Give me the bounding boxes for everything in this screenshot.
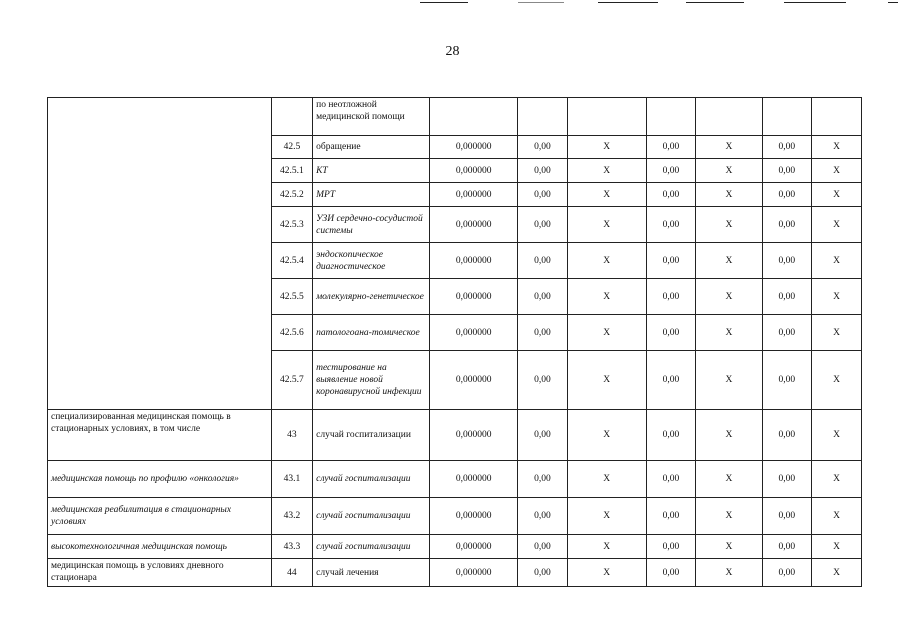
value-cell: 0,00	[762, 498, 812, 535]
value-cell: X	[567, 498, 646, 535]
row-number-cell: 42.5.4	[271, 243, 312, 279]
value-cell: X	[696, 461, 762, 498]
value-cell: X	[567, 279, 646, 315]
row-number-cell: 42.5.5	[271, 279, 312, 315]
row-number-cell: 43	[271, 410, 312, 461]
value-cell: X	[812, 207, 862, 243]
value-cell: 0,000000	[430, 498, 518, 535]
value-cell: 0,000000	[430, 159, 518, 183]
row-unit-cell: патологоана-томическое	[313, 315, 430, 351]
value-cell: 0,00	[518, 410, 568, 461]
value-cell: X	[812, 559, 862, 587]
value-cell: 0,000000	[430, 183, 518, 207]
page-number: 28	[445, 44, 460, 59]
row-number-cell: 42.5.7	[271, 351, 312, 410]
value-cell: 0,00	[646, 559, 696, 587]
value-cell: X	[696, 498, 762, 535]
value-cell	[430, 98, 518, 136]
value-cell: 0,000000	[430, 315, 518, 351]
value-cell: 0,00	[518, 498, 568, 535]
value-cell: 0,00	[518, 136, 568, 159]
row-name-cell: специализированная медицинская помощь в стационарных условиях, в том числе	[48, 410, 272, 461]
value-cell: X	[696, 136, 762, 159]
value-cell: 0,00	[646, 461, 696, 498]
row-number-cell: 42.5.1	[271, 159, 312, 183]
value-cell: 0,00	[518, 183, 568, 207]
value-cell: 0,00	[518, 159, 568, 183]
value-cell: X	[812, 498, 862, 535]
value-cell: 0,00	[518, 207, 568, 243]
value-cell: 0,000000	[430, 351, 518, 410]
value-cell: X	[567, 535, 646, 559]
value-cell: 0,000000	[430, 207, 518, 243]
value-cell: X	[812, 315, 862, 351]
value-cell: X	[567, 351, 646, 410]
value-cell: 0,00	[762, 351, 812, 410]
row-name-cell: медицинская помощь по профилю «онкология»	[48, 461, 272, 498]
value-cell: 0,00	[646, 315, 696, 351]
value-cell: X	[696, 315, 762, 351]
value-cell: 0,00	[646, 207, 696, 243]
table-row	[48, 461, 862, 498]
data-table	[47, 97, 862, 587]
table-row	[48, 535, 862, 559]
row-unit-cell: молекулярно-генетическое	[313, 279, 430, 315]
value-cell: 0,00	[518, 279, 568, 315]
value-cell: 0,00	[762, 461, 812, 498]
row-unit-cell: обращение	[313, 136, 430, 159]
row-number-cell: 42.5.2	[271, 183, 312, 207]
value-cell: 0,00	[518, 461, 568, 498]
value-cell: 0,00	[762, 136, 812, 159]
value-cell: X	[567, 410, 646, 461]
value-cell: 0,00	[646, 535, 696, 559]
value-cell: 0,00	[762, 315, 812, 351]
value-cell: 0,00	[646, 183, 696, 207]
value-cell: 0,000000	[430, 535, 518, 559]
value-cell: 0,00	[762, 559, 812, 587]
value-cell: 0,00	[646, 410, 696, 461]
value-cell: X	[696, 243, 762, 279]
value-cell: 0,00	[518, 243, 568, 279]
row-number-cell: 42.5.6	[271, 315, 312, 351]
value-cell: 0,00	[646, 159, 696, 183]
value-cell: 0,00	[762, 279, 812, 315]
value-cell	[646, 98, 696, 136]
row-name-cell: медицинская помощь в условиях дневного стационара	[48, 559, 272, 587]
value-cell: 0,00	[646, 136, 696, 159]
header-rule	[888, 2, 898, 3]
row-name-cell: медицинская реабилитация в стационарных условиях	[48, 498, 272, 535]
row-number-cell: 43.2	[271, 498, 312, 535]
value-cell: 0,00	[518, 535, 568, 559]
value-cell	[696, 98, 762, 136]
value-cell: 0,000000	[430, 559, 518, 587]
value-cell: X	[696, 351, 762, 410]
value-cell: X	[567, 159, 646, 183]
value-cell: X	[812, 243, 862, 279]
value-cell: 0,000000	[430, 461, 518, 498]
header-rule	[784, 2, 846, 3]
value-cell: X	[696, 410, 762, 461]
value-cell: 0,00	[646, 498, 696, 535]
value-cell: 0,00	[518, 559, 568, 587]
table-row	[48, 98, 862, 136]
unit-cell: по неотложной медицинской помощи	[313, 98, 430, 136]
name-cell	[48, 98, 272, 410]
row-unit-cell: случай лечения	[313, 559, 430, 587]
value-cell: X	[696, 535, 762, 559]
value-cell	[762, 98, 812, 136]
value-cell: 0,00	[646, 243, 696, 279]
value-cell	[567, 98, 646, 136]
value-cell: X	[812, 159, 862, 183]
value-cell: 0,00	[762, 207, 812, 243]
header-rule	[518, 2, 564, 3]
header-rule	[598, 2, 658, 3]
value-cell: 0,00	[646, 279, 696, 315]
value-cell: X	[696, 207, 762, 243]
value-cell: 0,00	[518, 315, 568, 351]
value-cell: 0,00	[646, 351, 696, 410]
value-cell: X	[812, 136, 862, 159]
row-unit-cell: КТ	[313, 159, 430, 183]
value-cell: X	[567, 136, 646, 159]
table-row	[48, 410, 862, 461]
table-row	[48, 498, 862, 535]
row-unit-cell: МРТ	[313, 183, 430, 207]
value-cell: 0,000000	[430, 136, 518, 159]
value-cell: X	[567, 461, 646, 498]
value-cell: X	[812, 535, 862, 559]
value-cell: X	[567, 207, 646, 243]
value-cell: 0,000000	[430, 243, 518, 279]
value-cell: X	[696, 183, 762, 207]
header-rule	[686, 2, 744, 3]
value-cell: X	[812, 279, 862, 315]
value-cell: 0,00	[518, 351, 568, 410]
row-number-cell: 44	[271, 559, 312, 587]
value-cell	[812, 98, 862, 136]
value-cell: X	[696, 559, 762, 587]
row-unit-cell: случай госпитализации	[313, 461, 430, 498]
value-cell: X	[567, 183, 646, 207]
row-unit-cell: случай госпитализации	[313, 410, 430, 461]
value-cell: 0,000000	[430, 410, 518, 461]
value-cell: X	[696, 159, 762, 183]
table-row	[48, 559, 862, 587]
row-name-cell: высокотехнологичная медицинская помощь	[48, 535, 272, 559]
row-number-cell: 43.1	[271, 461, 312, 498]
value-cell: 0,00	[762, 243, 812, 279]
row-number-cell: 43.3	[271, 535, 312, 559]
value-cell: 0,00	[762, 159, 812, 183]
row-unit-cell: случай госпитализации	[313, 498, 430, 535]
value-cell: 0,00	[762, 535, 812, 559]
value-cell: X	[567, 315, 646, 351]
value-cell: X	[567, 243, 646, 279]
row-unit-cell: тестирование на выявление новой коронавирусной инфекции	[313, 351, 430, 410]
value-cell: X	[812, 461, 862, 498]
row-unit-cell: случай госпитализации	[313, 535, 430, 559]
value-cell: X	[812, 351, 862, 410]
value-cell: X	[696, 279, 762, 315]
row-number-cell: 42.5	[271, 136, 312, 159]
value-cell: X	[812, 183, 862, 207]
value-cell	[518, 98, 568, 136]
number-cell	[271, 98, 312, 136]
row-number-cell: 42.5.3	[271, 207, 312, 243]
row-unit-cell: УЗИ сердечно-сосудистой системы	[313, 207, 430, 243]
row-unit-cell: эндоскопическое диагностическое	[313, 243, 430, 279]
table-body	[48, 98, 862, 587]
value-cell: 0,000000	[430, 279, 518, 315]
value-cell: 0,00	[762, 183, 812, 207]
value-cell: X	[567, 559, 646, 587]
value-cell: X	[812, 410, 862, 461]
header-rule	[420, 2, 468, 3]
value-cell: 0,00	[762, 410, 812, 461]
